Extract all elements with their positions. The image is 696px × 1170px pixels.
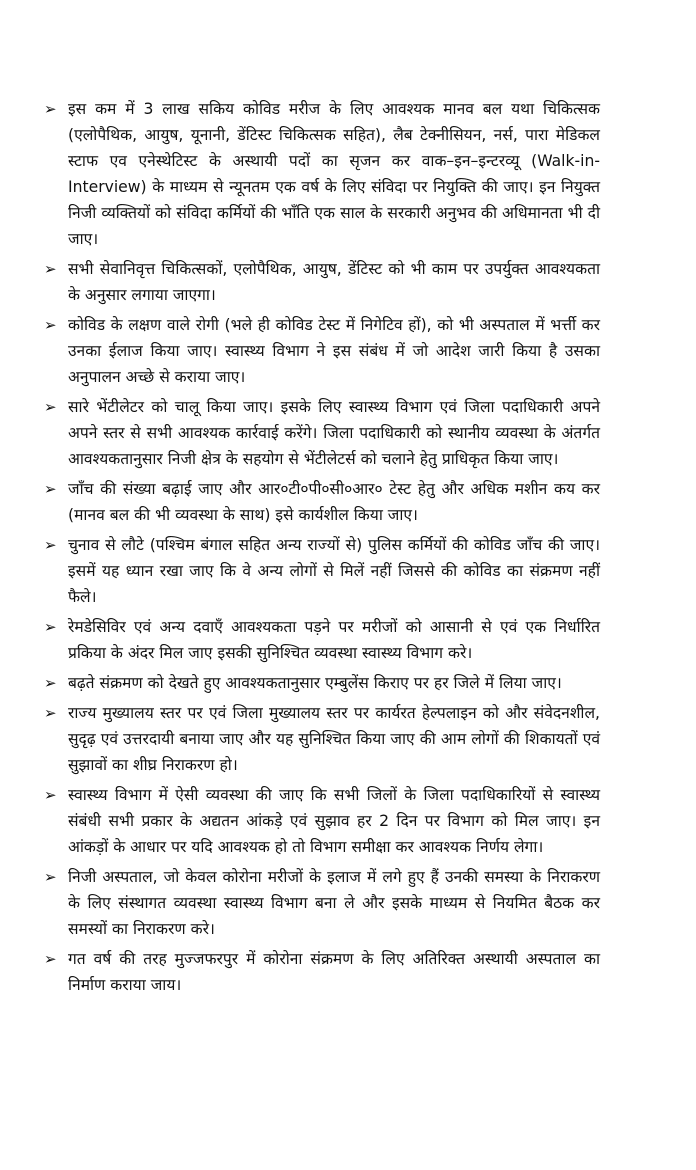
list-item-text: स्वास्थ्य विभाग में ऐसी व्यवस्था की जाए कि सभी जिलों के जिला पदाधिकारियों से स्वास्थ्य संबंधी सभी प्रकार के अद्यतन आंकड़े एवं सुझाव हर 2 दिन पर विभाग को मिल जाए। इन आंकड़ों के आधार पर यदि आवश्यक हो तो विभाग समीक्षा कर आवश्यक निर्णय लेगा। <box>68 786 600 856</box>
list-item <box>44 476 600 528</box>
list-item-text: इस कम में 3 लाख सकिय कोविड मरीज के लिए आवश्यक मानव बल यथा चिकित्सक (एलोपैथिक, आयुष, यूनानी, डेंटिस्ट चिकित्सक सहित), लैब टेक्नीसियन, नर्स, पारा मेडिकल स्टाफ एव एनेस्थेटिस्ट के अस्थायी पदों का सृजन कर वाक–इन–इन्टरव्यू (Walk-in-Interview) के माध्यम से न्यूनतम एक वर्ष के लिए संविदा पर नियुक्ति की जाए। इन नियुक्त निजी व्यक्तियों को संविदा कर्मियों की भाँति एक साल के सरकारी अनुभव की अधिमानता भी दी जाए। <box>68 100 600 248</box>
list-item-text: गत वर्ष की तरह मुज्जफरपुर में कोरोना संक्रमण के लिए अतिरिक्त अस्थायी अस्पताल का निर्माण कराया जाय। <box>68 950 600 994</box>
arrow-bullet-icon: ➢ <box>44 868 57 886</box>
arrow-bullet-icon: ➢ <box>44 786 57 804</box>
list-item-text: चुनाव से लौटे (पश्चिम बंगाल सहित अन्य राज्यों से) पुलिस कर्मियों की कोविड जाँच की जाए। इसमें यह ध्यान रखा जाए कि वे अन्य लोगों से मिलें नहीं जिससे की कोविड का संक्रमण नहीं फैले। <box>68 536 600 606</box>
list-item <box>44 864 600 942</box>
arrow-bullet-icon: ➢ <box>44 674 57 692</box>
list-item-text: रेमडेसिविर एवं अन्य दवाएँ आवश्यकता पड़ने पर मरीजों को आसानी से एवं एक निर्धारित प्रकिया के अंदर मिल जाए इसकी सुनिश्चित व्यवस्था स्वास्थ्य विभाग करे। <box>68 618 600 662</box>
list-item <box>44 670 600 696</box>
arrow-bullet-icon: ➢ <box>44 260 57 278</box>
arrow-bullet-icon: ➢ <box>44 950 57 968</box>
arrow-bullet-icon: ➢ <box>44 536 57 554</box>
arrow-bullet-icon: ➢ <box>44 316 57 334</box>
list-item <box>44 256 600 308</box>
list-item-text: सारे भेंटीलेटर को चालू किया जाए। इसके लिए स्वास्थ्य विभाग एवं जिला पदाधिकारी अपने अपने स्तर से सभी आवश्यक कार्रवाई करेंगे। जिला पदाधिकारी को स्थानीय व्यवस्था के अंतर्गत आवश्यकतानुसार निजी क्षेत्र के सहयोग से भेंटीलेटर्स को चलाने हेतु प्राधिकृत किया जाए। <box>68 398 600 468</box>
list-item <box>44 700 600 778</box>
list-item <box>44 614 600 666</box>
list-item-text: जाँच की संख्या बढ़ाई जाए और आर०टी०पी०सी०आर० टेस्ट हेतु और अधिक मशीन कय कर (मानव बल की भी व्यवस्था के साथ) इसे कार्यशील किया जाए। <box>68 480 600 524</box>
arrow-bullet-icon: ➢ <box>44 398 57 416</box>
list-item <box>44 312 600 390</box>
list-item <box>44 532 600 610</box>
arrow-bullet-icon: ➢ <box>44 704 57 722</box>
list-item-text: कोविड के लक्षण वाले रोगी (भले ही कोविड टेस्ट में निगेटिव हों), को भी अस्पताल में भर्त्ती कर उनका ईलाज किया जाए। स्वास्थ्य विभाग ने इस संबंध में जो आदेश जारी किया है उसका अनुपालन अच्छे से कराया जाए। <box>68 316 600 386</box>
directive-list <box>44 96 600 1002</box>
arrow-bullet-icon: ➢ <box>44 100 57 118</box>
list-item-text: बढ़ते संक्रमण को देखते हुए आवश्यकतानुसार एम्बुलेंस किराए पर हर जिले में लिया जाए। <box>68 674 562 692</box>
list-item-text: सभी सेवानिवृत्त चिकित्सकों, एलोपैथिक, आयुष, डेंटिस्ट को भी काम पर उपर्युक्त आवश्यकता के अनुसार लगाया जाएगा। <box>68 260 600 304</box>
arrow-bullet-icon: ➢ <box>44 480 57 498</box>
list-item-text: राज्य मुख्यालय स्तर पर एवं जिला मुख्यालय स्तर पर कार्यरत हेल्पलाइन को और संवेदनशील, सुदृढ़ एवं उत्तरदायी बनाया जाए और यह सुनिश्चित किया जाए की आम लोगों की शिकायतों एवं सुझावों का शीघ्र निराकरण हो। <box>68 704 600 774</box>
list-item <box>44 946 600 998</box>
arrow-bullet-icon: ➢ <box>44 618 57 636</box>
list-item <box>44 782 600 860</box>
list-item <box>44 96 600 252</box>
list-item <box>44 394 600 472</box>
list-item-text: निजी अस्पताल, जो केवल कोरोना मरीजों के इलाज में लगे हुए हैं उनकी समस्या के निराकरण के लिए संस्थागत व्यवस्था स्वास्थ्य विभाग बना ले और इसके माध्यम से नियमित बैठक कर समस्यों का निराकरण करे। <box>68 868 600 938</box>
